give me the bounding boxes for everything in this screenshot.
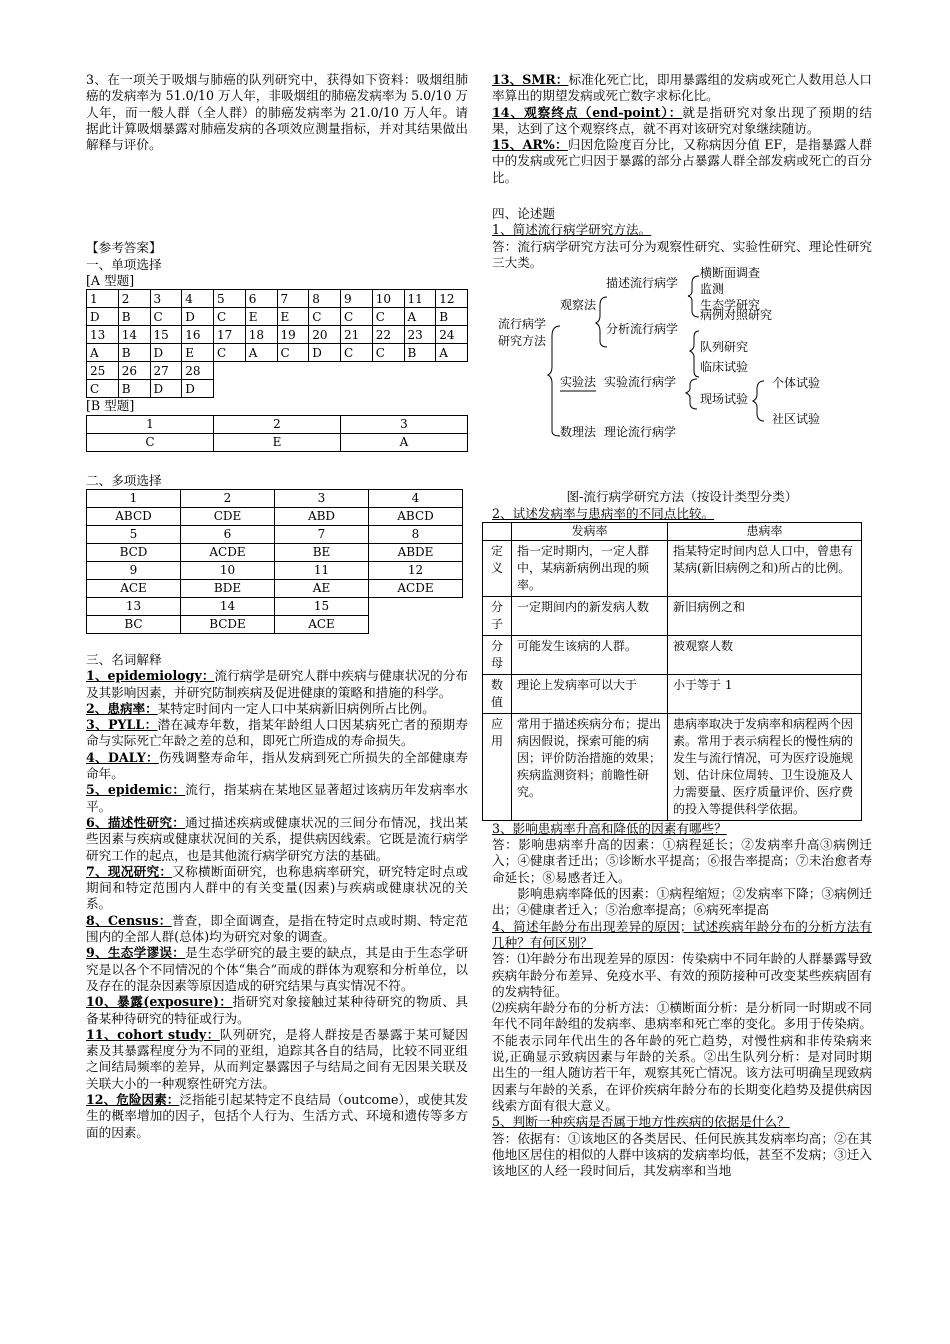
a-type-cell: A: [245, 344, 277, 362]
term-title: 5、epidemic：: [86, 782, 186, 798]
multi-cell: ACDE: [181, 543, 275, 561]
section-single-choice: 一、单项选择: [86, 256, 162, 272]
section-term-explanation: 三、名词解释: [86, 651, 162, 667]
b-type-cell: 1: [87, 415, 214, 433]
diagram-observe: 观察法: [560, 298, 597, 313]
term-title: 13、SMR：: [492, 72, 569, 87]
a-type-cell: D: [150, 380, 182, 398]
term-definition: 伤残调整寿命年，指从发病到死亡所损失的全部健康寿命年。: [86, 749, 469, 782]
multi-cell: 7: [275, 525, 369, 543]
a-type-cell: D: [150, 344, 182, 362]
diagram-cohort: 队列研究: [700, 340, 749, 355]
a-type-cell: 4: [182, 290, 214, 308]
a-type-cell: 1: [87, 290, 119, 308]
research-methods-diagram: [492, 266, 872, 471]
a-type-cell: 10: [372, 290, 404, 308]
diagram-individual-trial: 个体试验: [772, 376, 821, 391]
term-entry: [86, 750, 468, 783]
a-type-cell: C: [150, 308, 182, 326]
term-entry: [86, 864, 468, 913]
essay-answer-1: 答：流行病学研究方法可分为观察性研究、实验性研究、理论性研究三大类。: [492, 238, 872, 270]
diagram-analytic: 分析流行病学: [606, 322, 679, 337]
multi-cell: 5: [87, 525, 181, 543]
a-type-cell: 27: [150, 362, 182, 380]
diagram-brackets: [492, 271, 872, 471]
term-title: 3、PYLL：: [86, 717, 158, 733]
cmp-header-incidence: 发病率: [512, 522, 668, 540]
term-entry: [492, 137, 872, 186]
incidence-prevalence-table: [482, 522, 862, 821]
a-type-cell: 12: [436, 290, 468, 308]
a-type-row: [87, 290, 468, 308]
a-type-cell: A: [87, 344, 119, 362]
multi-cell: 11: [275, 561, 369, 579]
cmp-row-label: 定义: [483, 540, 512, 596]
cmp-row: [483, 596, 862, 635]
multi-row: [87, 489, 463, 507]
b-type-label: [B 型题]: [86, 398, 135, 414]
cmp-incidence-cell: 可能发生该病的人群。: [512, 635, 668, 674]
cmp-row: [483, 674, 862, 713]
a-type-cell: 3: [150, 290, 182, 308]
essay-question-4: 4、简述年龄分布出现差异的原因；试述疾病年龄分布的分析方法有几种？有何区别？: [492, 918, 872, 950]
term-entry: [86, 815, 468, 864]
diagram-root-line2: 研究方法: [498, 334, 547, 349]
a-type-label: [A 型题]: [86, 273, 135, 289]
term-definition: 标准化死亡比，即用暴露组的发病或死亡人数用总人口率算出的期望发病或死亡数字求标化比。: [492, 72, 873, 104]
term-definition: 流行，指某病在某地区显著超过该病历年发病率水平。: [86, 782, 468, 814]
a-type-cell: D: [87, 308, 119, 326]
multi-cell: 15: [275, 597, 369, 615]
term-title: 2、患病率：: [86, 700, 158, 716]
multi-cell: ACE: [87, 579, 181, 597]
term-definition: 某特定时间内一定人口中某病新旧病例所占比例。: [157, 700, 435, 716]
a-type-row: [87, 344, 468, 362]
term-entry: [86, 945, 468, 994]
multi-row: [87, 561, 463, 579]
diagram-clinical-trial: 临床试验: [700, 360, 749, 375]
a-type-row: [87, 380, 468, 398]
cmp-prevalence-cell: 被观察人数: [668, 635, 862, 674]
multi-cell: BCDE: [181, 615, 275, 633]
term-title: 1、epidemiology：: [86, 668, 215, 684]
b-type-cell: E: [214, 433, 341, 451]
term-definition: 普查，即全面调查，是指在特定时点或时期、特定范围内的全部人群(总体)均为研究对象的调查。: [86, 912, 469, 945]
cmp-prevalence-cell: 指某特定时间内总人口中，曾患有某病(新旧病例之和)所占的比例。: [668, 540, 862, 596]
cmp-row: [483, 635, 862, 674]
multi-cell: ACDE: [369, 579, 463, 597]
essay-question-3: 3、影响患病率升高和降低的因素有哪些？: [492, 820, 727, 836]
term-definition: 就是指研究对象出现了预期的结果，达到了这个观察终点，就不再对该研究对象继续随访。: [492, 104, 873, 136]
multi-cell: AE: [275, 579, 369, 597]
term-definition: 潜在减寿年数，指某年龄组人口因某病死亡者的预期寿命与实际死亡年龄之差的总和，即死亡所造成的寿命损失。: [86, 717, 468, 749]
diagram-ecological: 生态学研究: [700, 298, 761, 313]
cmp-row: [483, 713, 862, 820]
term-entry: [86, 668, 468, 701]
multi-cell: 12: [369, 561, 463, 579]
multi-row: [87, 579, 463, 597]
term-title: 14、观察终点（end-point）：: [492, 104, 683, 120]
diagram-experiment: 实验法: [560, 375, 597, 390]
diagram-theoretical-epi: 理论流行病学: [604, 425, 677, 440]
multi-cell: 3: [275, 489, 369, 507]
multi-row: [87, 597, 463, 615]
cmp-prevalence-cell: 患病率取决于发病率和病程两个因素。常用于表示病程长的慢性病的发生与流行情况，可为医疗设施规划、估计床位周转、卫生设施及人力需要量、医疗质量评价、医疗费的投入等提供科学依据。: [668, 713, 862, 820]
a-type-cell: C: [372, 344, 404, 362]
diagram-field-trial: 现场试验: [700, 392, 749, 407]
term-title: 15、AR%：: [492, 137, 568, 153]
a-type-cell: 28: [182, 362, 214, 380]
multi-row: [87, 525, 463, 543]
essay-answer-4b: ⑵疾病年龄分布的分析方法：①横断面分析：是分析同一时期或不同年代不同年龄组的发病率、患病率和死亡率的变化。多用于传染病。不能表示同年代出生的各年龄的死亡趋势，对慢性病和非传染病来说,正确显示致病因素与年龄的关系。②出生队列分析：是对同时期出生的一组人随访若干年，观察其死亡情况。该方法可明确呈现致病因素与年龄的关系，在评价疾病年龄分布的长期变化趋势及提供病因线索方面有很大意义。: [492, 1000, 872, 1113]
cmp-header-prevalence: 患病率: [668, 522, 862, 540]
term-title: 8、Census：: [86, 912, 172, 928]
a-type-cell: C: [372, 308, 404, 326]
diagram-math: 数理法: [560, 425, 597, 440]
a-type-cell: 22: [372, 326, 404, 344]
multi-cell: BC: [87, 615, 181, 633]
a-type-cell: C: [214, 308, 246, 326]
a-type-table: [86, 289, 468, 398]
b-type-cell: A: [340, 433, 467, 451]
a-type-cell: 23: [404, 326, 436, 344]
a-type-cell: 24: [436, 326, 468, 344]
a-type-cell: 21: [341, 326, 373, 344]
multiple-choice-table: [86, 489, 463, 634]
term-definition: 指研究对象接触过某种待研究的物质、具备某种待研究的特征或行为。: [86, 994, 468, 1026]
cmp-incidence-cell: 常用于描述疾病分布；提出病因假说，探索可能的病因；评价防治措施的效果；疾病监测资料；前瞻性研究。: [512, 713, 668, 820]
cmp-row-label: 数值: [483, 674, 512, 713]
multi-cell: BE: [275, 543, 369, 561]
a-type-cell: E: [182, 344, 214, 362]
multi-cell: ABD: [275, 507, 369, 525]
a-type-cell: 7: [277, 290, 309, 308]
term-definition: 又称横断面研究，也称患病率研究，研究特定时点或期间和特定范围内人群中的有关变量(因素)与疾病或健康状况的关系。: [86, 863, 469, 912]
right-column: [492, 72, 872, 1179]
multi-cell: 6: [181, 525, 275, 543]
multi-row: [87, 615, 463, 633]
multi-cell: ACE: [275, 615, 369, 633]
cmp-prevalence-cell: 新旧病例之和: [668, 596, 862, 635]
section-essay: 四、论述题: [492, 206, 555, 222]
a-type-cell: C: [341, 308, 373, 326]
term-definition: 是生态学研究的最主要的缺点，其是由于生态学研究是以各个不同情况的个体“集合”而成的群体为观察和分析单位，以及存在的混杂因素等原因造成的研究结果与真实情况不符。: [86, 945, 469, 993]
figure-caption: 图-流行病学研究方法（按设计类型分类）: [566, 489, 798, 505]
a-type-cell: 19: [277, 326, 309, 344]
a-type-cell: B: [404, 344, 436, 362]
multi-cell: BDE: [181, 579, 275, 597]
b-type-table: [86, 415, 468, 452]
multi-cell: CDE: [181, 507, 275, 525]
term-entry: [86, 782, 468, 815]
a-type-cell: 5: [214, 290, 246, 308]
a-type-cell: E: [277, 308, 309, 326]
term-definition: 归因危险度百分比，又称病因分值 EF，是指暴露人群中的发病或死亡归因于暴露的部分占暴露人群全部发病或死亡的百分比。: [492, 137, 873, 185]
multi-cell: 4: [369, 489, 463, 507]
term-entry: [86, 913, 468, 946]
a-type-cell: 18: [245, 326, 277, 344]
term-title: 12、危险因素：: [86, 1091, 180, 1107]
a-type-cell: C: [277, 344, 309, 362]
cmp-incidence-cell: 理论上发病率可以大于: [512, 674, 668, 713]
diagram-cross-sectional: 横断面调查: [700, 266, 761, 281]
a-type-cell: 8: [309, 290, 341, 308]
a-type-cell: 20: [309, 326, 341, 344]
a-type-cell: A: [436, 344, 468, 362]
essay-question-5: 5、判断一种疾病是否属于地方性疾病的依据是什么？: [492, 1114, 790, 1130]
multi-cell: ABCD: [369, 507, 463, 525]
a-type-cell: E: [245, 308, 277, 326]
a-type-cell: 11: [404, 290, 436, 308]
essay-answer-4a: 答：⑴年龄分布出现差异的原因：传染病中不同年龄的人群暴露导致疾病年龄分布差异、免疫水平、有效的预防接种可改变某些疾病固有的发病特征。: [492, 951, 872, 999]
a-type-cell: C: [87, 380, 119, 398]
a-type-cell: C: [309, 308, 341, 326]
essay-answer-5: 答：依据有：①该地区的各类居民、任何民族其发病率均高；②在其他地区居住的相似的人群中该病的发病率均低，甚至不发病；③迁入该地区的人经一段时间后，其发病率和当地: [492, 1130, 872, 1179]
term-entry: [86, 701, 468, 717]
term-definition: 泛指能引起某特定不良结局（outcome），或使其发生的概率增加的因子，包括个人行为、生活方式、环境和遗传等多方面的因素。: [86, 1091, 469, 1140]
cmp-row: [483, 540, 862, 596]
a-type-row: [87, 326, 468, 344]
a-type-cell: 13: [87, 326, 119, 344]
term-definition: 队列研究，是将人群按是否暴露于某可疑因素及其暴露程度分为不同的亚组，追踪其各自的结局，比较不同亚组之间结局频率的差异，从而判定暴露因子与结局之间有无因果关联及关联大小的一种观察性研究方法。: [86, 1026, 468, 1091]
a-type-cell: 15: [150, 326, 182, 344]
a-type-cell: D: [309, 344, 341, 362]
cmp-row-label: 分子: [483, 596, 512, 635]
term-definition: 通过描述疾病或健康状况的三间分布情况，找出某些因素与疾病或健康状况间的关系，提供病因线索。它既是流行病学研究工作的起点，也是其他流行病学研究方法的基础。: [86, 814, 469, 863]
diagram-root-line1: 流行病学: [498, 317, 547, 332]
left-column: [86, 72, 468, 1141]
term-entry: [86, 994, 468, 1027]
a-type-cell: 17: [214, 326, 246, 344]
term-definition: 流行病学是研究人群中疾病与健康状况的分布及其影响因素，并研究防制疾病及促进健康的策略和措施的科学。: [86, 668, 468, 700]
multi-cell: BCD: [87, 543, 181, 561]
diagram-surveillance: 监测: [700, 282, 725, 297]
b-type-row: [87, 415, 468, 433]
term-title: 10、暴露(exposure)：: [86, 994, 233, 1010]
multi-cell: 2: [181, 489, 275, 507]
a-type-cell: B: [118, 308, 150, 326]
a-type-cell: 16: [182, 326, 214, 344]
multi-row: [87, 543, 463, 561]
term-title: 7、现况研究：: [86, 863, 173, 879]
cmp-row-label: 应用: [483, 713, 512, 820]
a-type-cell: 26: [118, 362, 150, 380]
question-3: 3、在一项关于吸烟与肺癌的队列研究中，获得如下资料：吸烟组肺癌的发病率为 51.0/10 万人年，非吸烟组的肺癌发病率为 5.0/10 万人年，而一般人群（全人群）的肺癌发病率为 21.0/10 万人年。请据此计算吸烟暴露对肺癌发病的各项效应测量指标，并对其结果做出解释与评价。: [86, 72, 468, 153]
term-entry: [86, 1092, 468, 1141]
diagram-community-trial: 社区试验: [772, 412, 821, 427]
essay-question-1: 1、简述流行病学研究方法。: [492, 222, 652, 238]
multi-cell: ABCD: [87, 507, 181, 525]
cmp-incidence-cell: 指一定时期内，一定人群中，某病新病例出现的频率。: [512, 540, 668, 596]
a-type-cell: D: [182, 308, 214, 326]
multi-cell: 9: [87, 561, 181, 579]
multi-cell: 10: [181, 561, 275, 579]
term-title: 6、描述性研究：: [86, 814, 186, 830]
a-type-cell: 2: [118, 290, 150, 308]
multi-row: [87, 507, 463, 525]
essay-question-2: 2、试述发病率与患病率的不同点比较。: [492, 505, 715, 521]
diagram-case-control: 病例对照研究: [700, 308, 773, 323]
cmp-corner: [483, 522, 512, 540]
a-type-cell: C: [341, 344, 373, 362]
diagram-experimental-epi: 实验流行病学: [604, 375, 677, 390]
b-type-cell: 2: [214, 415, 341, 433]
term-title: 11、cohort study：: [86, 1026, 220, 1042]
term-title: 4、DALY：: [86, 749, 159, 765]
terms-list-right: [492, 72, 872, 186]
term-title: 9、生态学谬误：: [86, 945, 186, 961]
multi-cell: 14: [181, 597, 275, 615]
multi-cell: ABDE: [369, 543, 463, 561]
b-type-row: [87, 433, 468, 451]
b-type-cell: C: [87, 433, 214, 451]
term-entry: [86, 1027, 468, 1092]
multi-cell: 1: [87, 489, 181, 507]
term-entry: [492, 105, 872, 138]
terms-list-left: [86, 668, 468, 1141]
a-type-cell: 9: [341, 290, 373, 308]
a-type-cell: C: [214, 344, 246, 362]
diagram-descriptive: 描述流行病学: [606, 276, 679, 291]
cmp-row-label: 分母: [483, 635, 512, 674]
b-type-cell: 3: [340, 415, 467, 433]
essay-answer-3b: 影响患病率降低的因素：①病程缩短；②发病率下降；③病例迁出；④健康者迁入；⑤治愈率提高；⑥病死率提高: [492, 886, 872, 918]
a-type-row: [87, 308, 468, 326]
a-type-cell: B: [118, 380, 150, 398]
section-multiple-choice: 二、多项选择: [86, 472, 162, 488]
a-type-cell: 6: [245, 290, 277, 308]
multi-cell: 8: [369, 525, 463, 543]
cmp-incidence-cell: 一定期间内的新发病人数: [512, 596, 668, 635]
term-entry: [492, 72, 872, 105]
a-type-row: [87, 362, 468, 380]
reference-answer-title: 【参考答案】: [86, 240, 162, 256]
a-type-cell: B: [118, 344, 150, 362]
a-type-cell: 14: [118, 326, 150, 344]
a-type-cell: A: [404, 308, 436, 326]
a-type-cell: D: [182, 380, 214, 398]
a-type-cell: B: [436, 308, 468, 326]
multi-cell: 13: [87, 597, 181, 615]
essay-answer-3a: 答：影响患病率升高的因素：①病程延长；②发病率升高③病例迁入；④健康者迁出；⑤诊断水平提高；⑥报告率提高；⑦未治愈者寿命延长；⑧易感者迁入。: [492, 837, 872, 885]
cmp-prevalence-cell: 小于等于 1: [668, 674, 862, 713]
term-entry: [86, 717, 468, 750]
a-type-cell: 25: [87, 362, 119, 380]
